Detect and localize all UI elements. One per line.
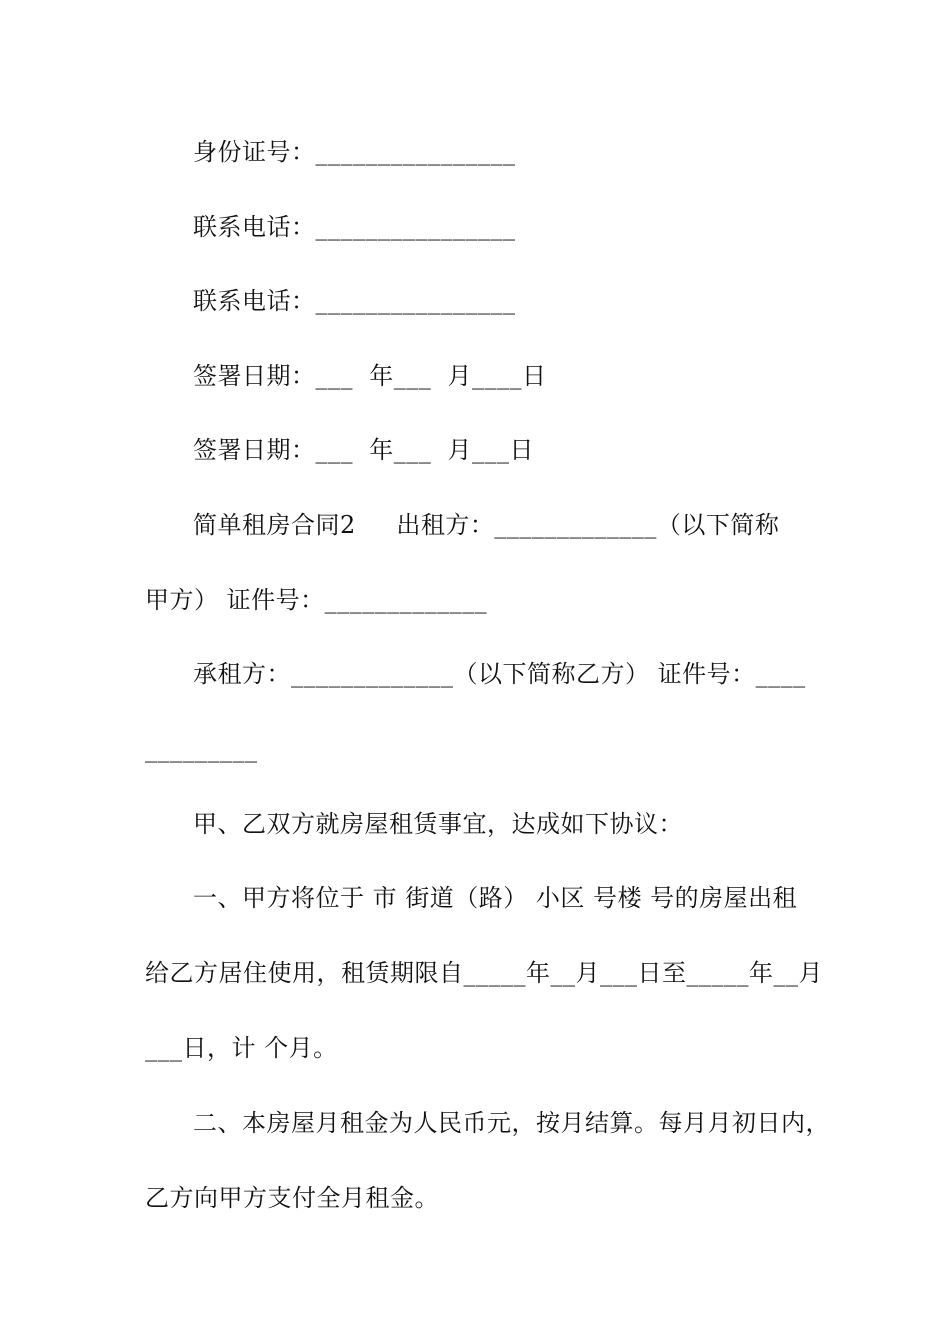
sign-date-line-2: 签署日期：___ 年___ 月___日 (193, 436, 535, 464)
lessor-id-line: 甲方） 证件号：_____________ (145, 586, 488, 614)
agreement-intro: 甲、乙双方就房屋租赁事宜，达成如下协议： (193, 810, 683, 838)
lessee-id-continuation: _________ (145, 735, 258, 763)
lessee-line: 承租方：_____________（以下简称乙方） 证件号：____ (193, 660, 806, 688)
phone-line-1: 联系电话：________________ (193, 213, 516, 241)
sign-date-line-1: 签署日期：___ 年___ 月____日 (193, 362, 547, 390)
clause-2-line-2: 乙方向甲方支付全月租金。 (145, 1184, 439, 1212)
clause-1-line-2: 给乙方居住使用，租赁期限自_____年__月___日至_____年__月 (145, 959, 823, 987)
clause-1-line-3: ___日，计 个月。 (145, 1034, 338, 1062)
clause-2-line-1: 二、本房屋月租金为人民币元，按月结算。每月月初日内， (193, 1109, 830, 1137)
clause-1-line-1: 一、甲方将位于 市 街道（路） 小区 号楼 号的房屋出租 (193, 884, 798, 912)
phone-line-2: 联系电话：________________ (193, 287, 516, 315)
contract-title-lessor-line: 简单租房合同2 出租方：_____________（以下简称 (193, 511, 780, 539)
id-number-line: 身份证号：________________ (193, 138, 516, 166)
